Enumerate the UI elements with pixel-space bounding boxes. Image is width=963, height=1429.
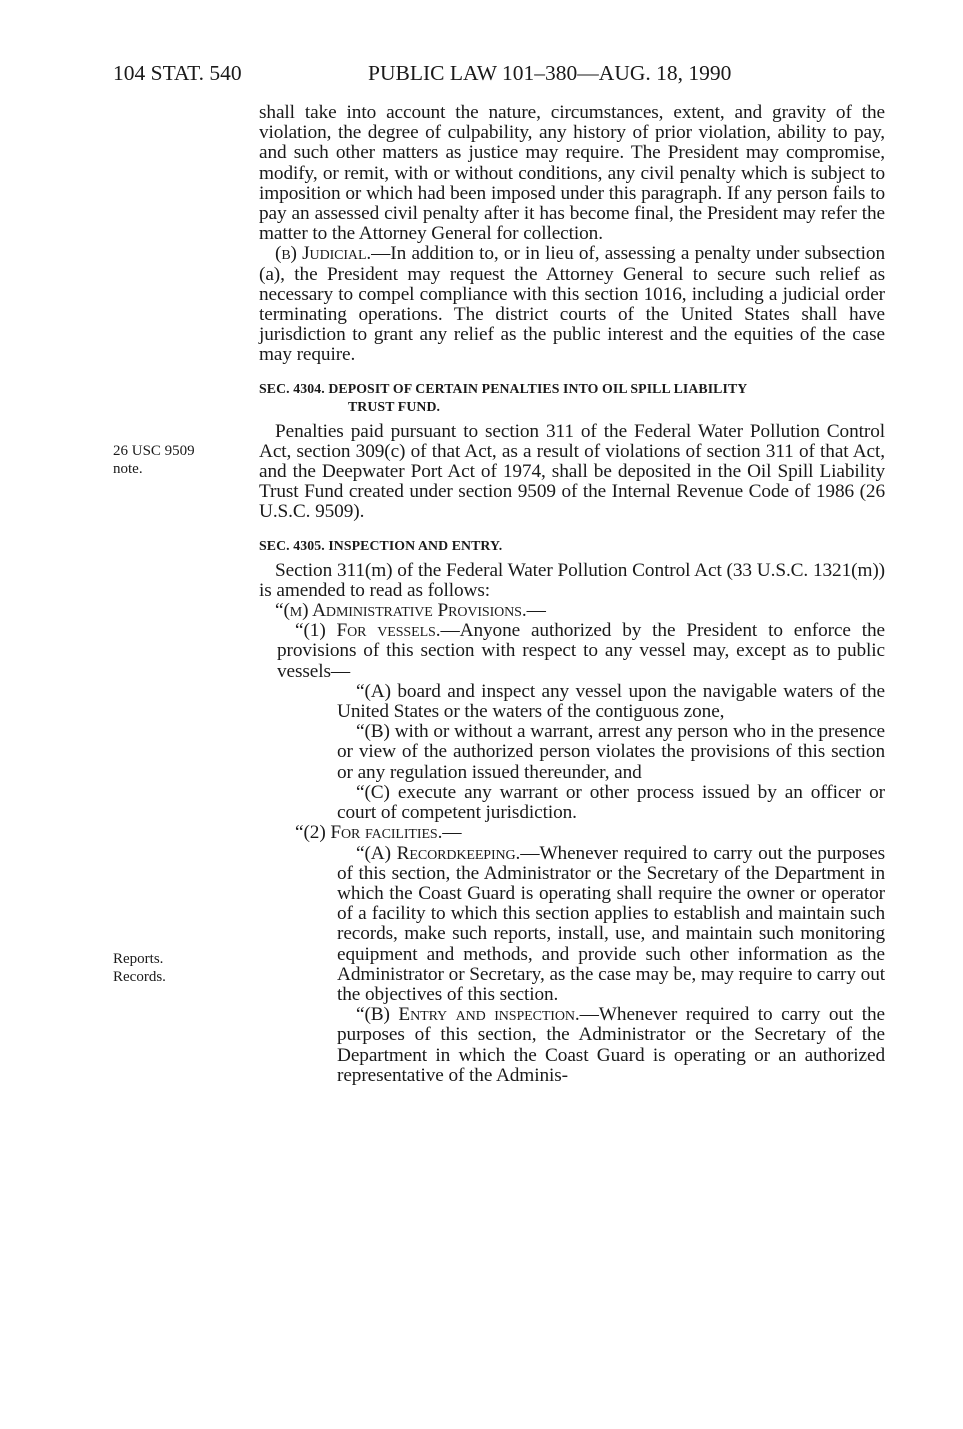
section-4304-heading-line1: SEC. 4304. DEPOSIT OF CERTAIN PENALTIES INTO OIL SPILL LIABILITY bbox=[259, 380, 748, 396]
margin-note-reports-records bbox=[113, 950, 243, 986]
main-text-column bbox=[259, 103, 885, 1086]
paragraph-m-heading bbox=[259, 601, 885, 621]
section-4305-heading: SEC. 4305. INSPECTION AND ENTRY. bbox=[259, 537, 503, 553]
paragraph-b-judicial bbox=[259, 244, 885, 365]
paragraph-4304: Penalties paid pursuant to section 311 of the Federal Water Pollution Control Act, section 309(c) of that Act, as a result of violations of section 311 of that Act, and the Deepwater Port Act of 1974, shall be deposited in the Oil Spill Liability Trust Fund created under section 9509 of the Internal Revenue Code of 1986 (26 U.S.C. 9509). bbox=[259, 420, 885, 523]
header-title: PUBLIC LAW 101–380—AUG. 18, 1990 bbox=[368, 61, 732, 85]
margin-note-reports: Reports. bbox=[113, 951, 164, 967]
paragraph-m1 bbox=[259, 621, 885, 682]
margin-note-usc bbox=[113, 442, 243, 478]
clause-m1B: “(B) with or without a warrant, arrest any person who in the presence or view of the authorized person violates the provisions of this section or any regulation issued thereunder, and bbox=[337, 721, 885, 783]
clause-m2B-text: —Whenever required to carry out the purposes of this section, the Administrator or the Secretary of the Department in which the Coast Guard is operating or an authorized representative of the Adminis- bbox=[337, 1004, 886, 1086]
paragraph-4305: Section 311(m) of the Federal Water Pollution Control Act (33 U.S.C. 1321(m)) is amended to read as follows: bbox=[259, 559, 885, 601]
clause-m2B bbox=[259, 1005, 885, 1086]
section-4304-heading-line2: TRUST FUND. bbox=[348, 398, 441, 414]
paragraph-m2-heading: “(2) For facilities. bbox=[295, 822, 443, 844]
clause-m2B-heading: “(B) Entry and inspection. bbox=[356, 1004, 580, 1026]
subsection-b-heading: (b) Judicial. bbox=[275, 243, 372, 265]
paragraph-m2 bbox=[259, 823, 885, 843]
subsection-b-text: —In addition to, or in lieu of, assessing a penalty under subsection (a), the President may request the Attorney General to secure such relief as necessary to compel compliance with this section 1016, including a judicial order terminating operations. The district courts of the United States shall have jurisdiction to grant any relief as the public interest and the equities of the case may require. bbox=[259, 243, 885, 366]
section-4304-heading bbox=[259, 380, 885, 416]
subsection-m-heading: “(m) Administrative Provisions. bbox=[275, 600, 527, 622]
margin-note-records: Records. bbox=[113, 969, 166, 985]
margin-note-usc-line1: 26 USC 9509 bbox=[113, 443, 195, 459]
clause-m2A bbox=[259, 844, 885, 1006]
margin-note-usc-line2: note. bbox=[113, 461, 143, 477]
paragraph-m1-text: —Anyone authorized by the President to enforce the provisions of this section with respect to any vessel may, except as to public vessels— bbox=[277, 620, 885, 682]
clause-m2A-heading: “(A) Recordkeeping. bbox=[356, 842, 521, 864]
paragraph-penalty-factors: shall take into account the nature, circumstances, extent, and gravity of the violation, the degree of culpability, any history of prior violation, ability to pay, and such other matters as justice may require. The President may compromise, modify, or remit, with or without conditions, any civil penalty which is subject to imposition or which had been imposed under this paragraph. If any person fails to pay an assessed civil penalty after it has become final, the President may refer the matter to the Attorney General for collection. bbox=[259, 102, 885, 245]
page-reference: 104 STAT. 540 bbox=[113, 61, 242, 85]
running-header bbox=[0, 58, 963, 88]
paragraph-m1-heading: “(1) For vessels. bbox=[295, 620, 441, 642]
paragraph-m2-dash: — bbox=[442, 822, 462, 844]
clause-m2A-text: —Whenever required to carry out the purposes of this section, the Administrator or the Secretary of the Department in which the Coast Guard is operating shall require the owner or operator of a facility to which this section applies to establish and maintain such records, make such reports, install, use, and maintain such monitoring equipment and methods, and provide such other information as the Administrator or Secretary, as the case may be, may require to carry out the objectives of this section. bbox=[337, 842, 885, 1005]
clause-m1A: “(A) board and inspect any vessel upon the navigable waters of the United States or the waters of the contiguous zone, bbox=[337, 680, 885, 723]
clause-m1C: “(C) execute any warrant or other process issued by an officer or court of competent jurisdiction. bbox=[337, 781, 885, 824]
subsection-m-dash: — bbox=[526, 600, 546, 622]
